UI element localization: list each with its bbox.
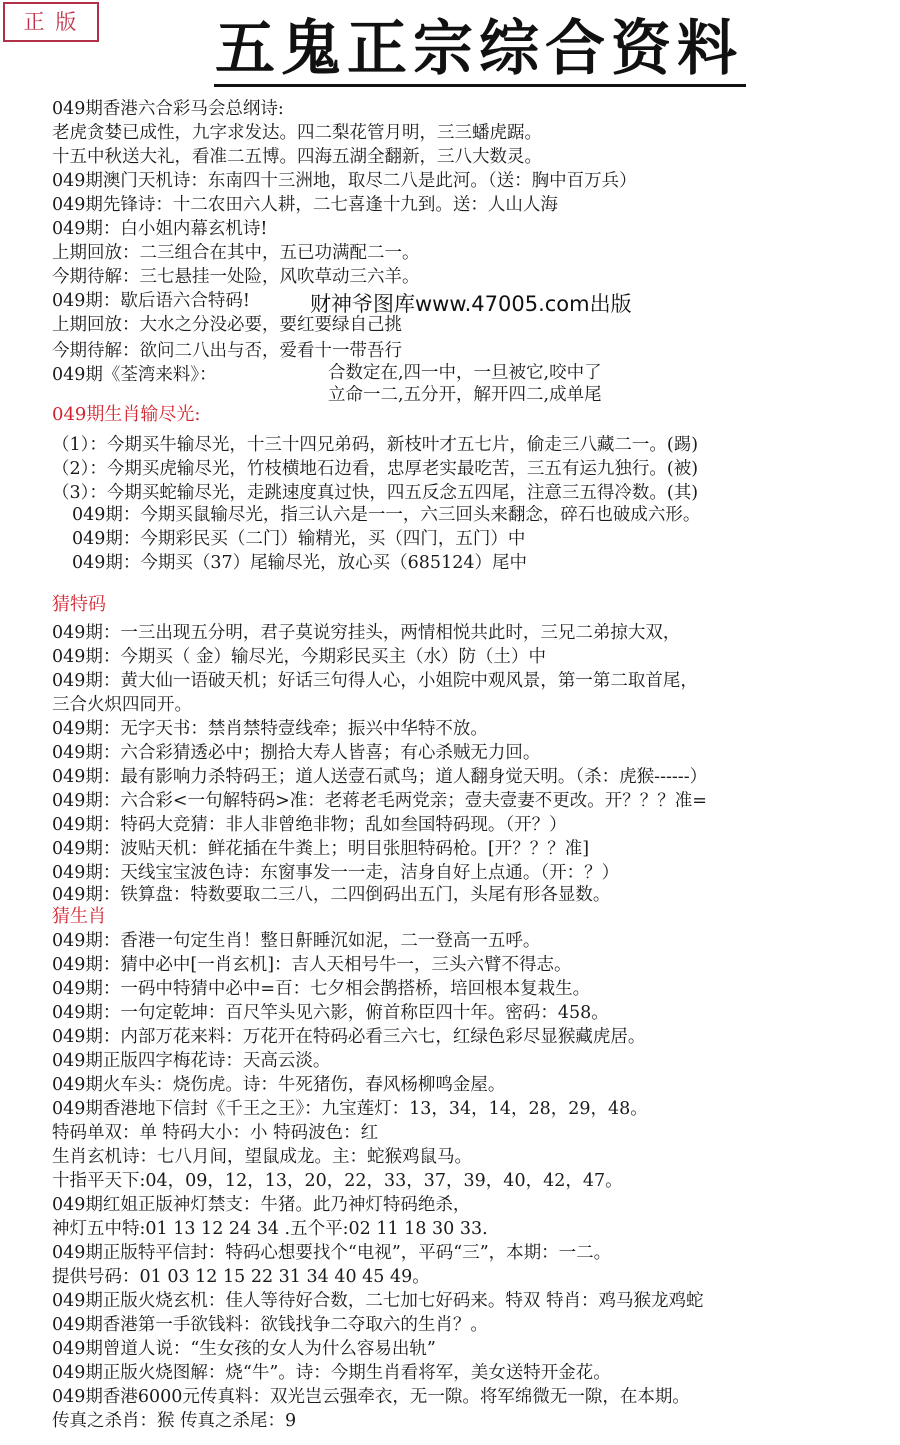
- text-line: 049期香港6000元传真料：双光岂云强牵衣，无一隙。将军绵微无一隙，在本期。: [52, 1387, 690, 1407]
- text-line: （2）：今期买虎输尽光，竹枝横地石边看，忠厚老实最吃苦，三五有运九独行。(被): [52, 459, 699, 479]
- text-line: 049期：一码中特猜中必中=百：七夕相会鹊搭桥，培回根本复栽生。: [52, 979, 591, 999]
- text-line: 今期待解：三七悬挂一处险，风吹草动三六羊。: [52, 267, 420, 287]
- text-line: 049期：一三出现五分明，君子莫说穷挂头，两情相悦共此时，三兄二弟掠大双，: [52, 623, 681, 643]
- text-line: 049期：黄大仙一语破天机；好话三句得人心，小姐院中观风景，第一第二取首尾，: [52, 671, 698, 691]
- text-line: 049期：波贴天机：鲜花插在牛粪上；明目张胆特码枪。[开？？？准]: [52, 839, 590, 859]
- text-line: 今期待解：欲问二八出与否，爱看十一带吾行: [52, 341, 402, 361]
- text-line: 049期：今期买（37）尾输尽光，放心买（685124）尾中: [72, 553, 527, 573]
- text-line: 生肖玄机诗：七八月间，望鼠成龙。主：蛇猴鸡鼠马。: [52, 1147, 472, 1167]
- text-line: 老虎贪婪已成性，九字求发达。四二梨花管月明，三三蟠虎踞。: [52, 123, 542, 143]
- section-heading: 猜特码: [52, 594, 106, 615]
- text-line: 049期正版四字梅花诗：天高云淡。: [52, 1051, 331, 1071]
- text-line: 049期香港第一手欲钱料：欲钱找争二夺取六的生肖？。: [52, 1315, 488, 1335]
- text-line: 三合火炽四同开。: [52, 695, 192, 715]
- text-line: 049期先锋诗：十二农田六人耕，二七喜逢十九到。送：人山人海: [52, 195, 558, 215]
- text-line: 049期澳门天机诗：东南四十三洲地，取尽二八是此河。（送：胸中百万兵）: [52, 171, 637, 191]
- text-line: 049期：今期买（ 金）输尽光，今期彩民买主（水）防（土）中: [52, 647, 546, 667]
- text-line: 十指平天下:04，09，12，13，20，22，33，37，39，40，42，47。: [52, 1171, 623, 1191]
- text-line: 049期曾道人说：“生女孩的女人为什么容易出轨”: [52, 1339, 436, 1359]
- text-line: 049期：六合彩猜透必中；捌拾大寿人皆喜；有心杀贼无力回。: [52, 743, 541, 763]
- text-line: 049期：铁算盘：特数要取二三八，二四倒码出五门，头尾有形各显数。: [52, 885, 611, 905]
- section-heading: 049期生肖输尽光:: [52, 404, 201, 425]
- page-title: 五鬼正宗综合资料: [215, 14, 743, 84]
- text-line: （1）：今期买牛输尽光，十三十四兄弟码，新枝叶才五七片，偷走三八藏二一。(踢): [52, 435, 699, 455]
- text-line: 049期：猜中必中[一肖玄机]：吉人天相号牛一，三头六臂不得志。: [52, 955, 572, 975]
- text-line: 049期：香港一句定生肖！整日鼾睡沉如泥，二一登高一五呼。: [52, 931, 541, 951]
- text-line: 049期：歇后语六合特码!: [52, 291, 250, 311]
- text-line: 049期：内部万花来料：万花开在特码必看三六七，红绿色彩尽显猴藏虎居。: [52, 1027, 646, 1047]
- edition-badge: 正 版: [3, 2, 99, 42]
- text-line: 049期正版特平信封：特码心想要找个“电视”，平码“三”，本期：一二。: [52, 1243, 612, 1263]
- text-line: 049期《荃湾来料》：: [52, 365, 217, 385]
- text-line: 049期：一句定乾坤：百尺竿头见六影，俯首称臣四十年。密码：458。: [52, 1003, 609, 1023]
- text-line: 上期回放：大水之分没必要，要红要绿自己挑: [52, 315, 402, 335]
- text-line: 传真之杀肖：猴 传真之杀尾：9: [52, 1411, 297, 1431]
- text-line: 上期回放：二三组合在其中，五已功满配二一。: [52, 243, 420, 263]
- text-line: 049期：六合彩<一句解特码>准：老蒋老毛两党亲；壹夫壹妻不更改。开？？？准=: [52, 791, 707, 811]
- text-line: 049期：今期彩民买（二门）输精光，买（四门，五门）中: [72, 529, 526, 549]
- title-underline: [214, 84, 746, 87]
- text-line: 049期正版火烧图解：烧“牛”。诗：今期生肖看将军，美女送特开金花。: [52, 1363, 611, 1383]
- text-line: 049期香港地下信封《千王之王》：九宝莲灯：13，34，14，28，29，48。: [52, 1099, 648, 1119]
- text-line: 立命一二,五分开，解开四二,成单尾: [328, 385, 602, 405]
- text-line: 049期：今期买鼠输尽光，指三认六是一一，六三回头来翻念，碎石也破成六形。: [72, 505, 701, 525]
- text-line: 合数定在,四一中，一旦被它,咬中了: [328, 363, 602, 383]
- text-line: 049期正版火烧玄机：佳人等待好合数，二七加七好码来。特双 特肖：鸡马猴龙鸡蛇: [52, 1291, 704, 1311]
- text-line: 049期：白小姐内幕玄机诗!: [52, 219, 268, 239]
- text-line: 049期红姐正版神灯禁支：牛猪。此乃神灯特码绝杀，: [52, 1195, 471, 1215]
- text-line: 特码单双：单 特码大小：小 特码波色：红: [52, 1123, 379, 1143]
- text-line: 提供号码：01 03 12 15 22 31 34 40 45 49。: [52, 1267, 430, 1287]
- text-line: 049期火车头：烧伤虎。诗：牛死猪伤，春风杨柳鸣金屋。: [52, 1075, 506, 1095]
- section-heading: 猜生肖: [52, 906, 106, 927]
- text-line: 049期：最有影响力杀特码王；道人送壹石贰鸟；道人翻身觉天明。（杀：虎猴------）: [52, 767, 708, 787]
- text-line: 十五中秋送大礼，看准二五博。四海五湖全翻新，三八大数灵。: [52, 147, 542, 167]
- text-line: 049期：无字天书：禁肖禁特壹线牵；振兴中华特不放。: [52, 719, 488, 739]
- text-line: （3）：今期买蛇输尽光，走跳速度真过快，四五反念五四尾，注意三五得冷数。(其): [52, 483, 699, 503]
- text-line: 049期香港六合彩马会总纲诗:: [52, 99, 284, 119]
- text-line: 049期：天线宝宝波色诗：东窗事发一一走，洁身自好上点通。（开：？）: [52, 863, 620, 883]
- site-watermark: 财神爷图库www.47005.com出版: [310, 292, 632, 316]
- text-line: 神灯五中特:01 13 12 24 34 .五个平:02 11 18 30 33.: [52, 1219, 488, 1239]
- text-line: 049期：特码大竞猜：非人非曾绝非物；乱如叁国特码现。（开？）: [52, 815, 567, 835]
